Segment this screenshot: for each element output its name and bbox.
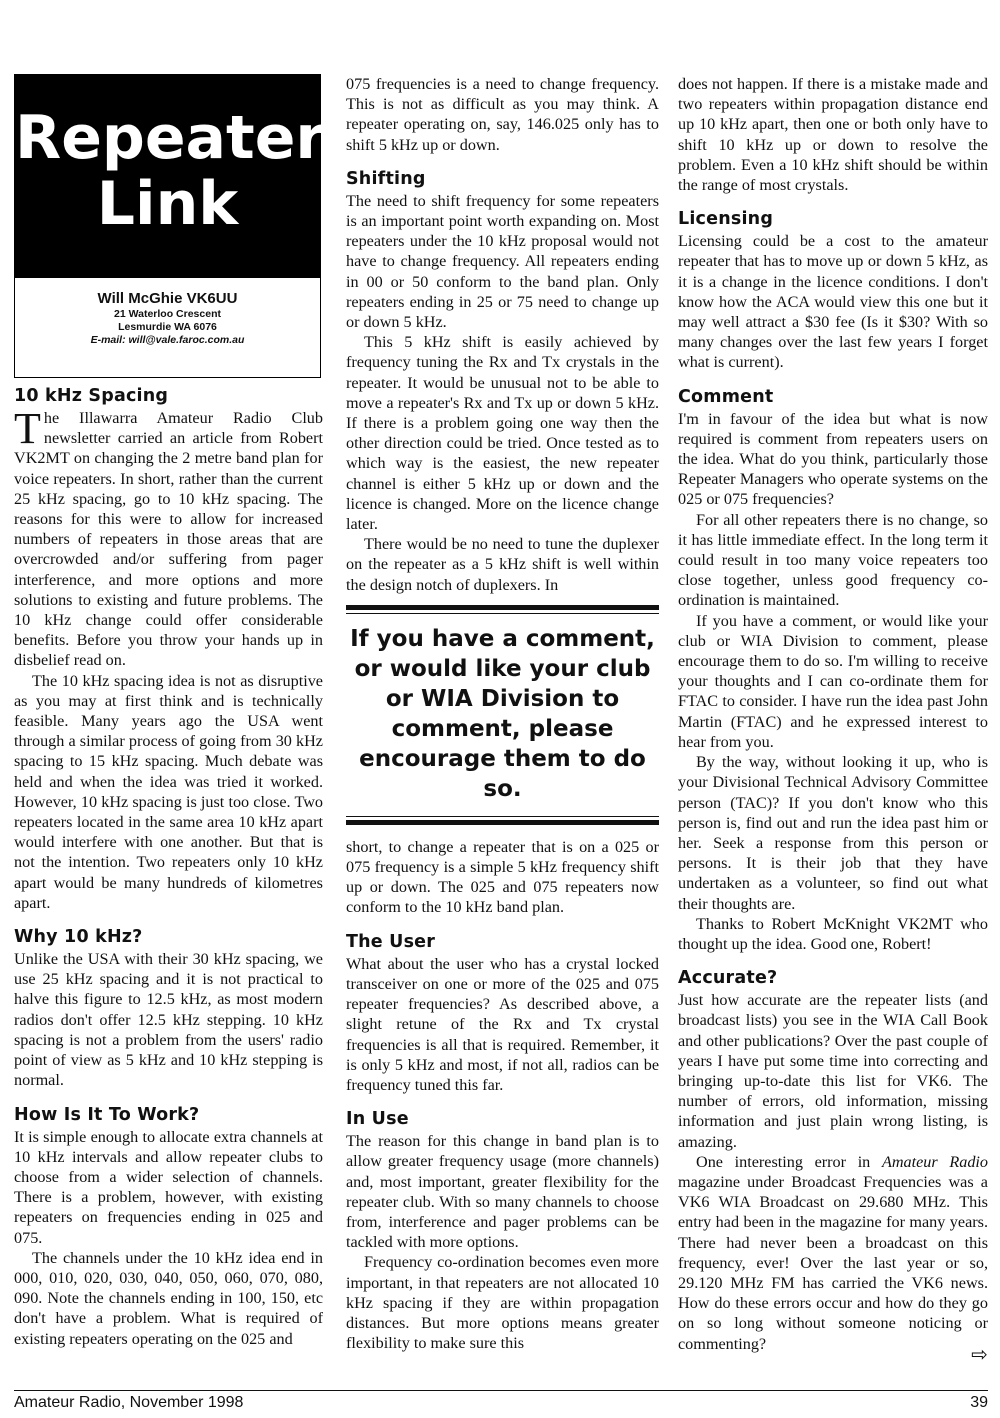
paragraph: Unlike the USA with their 30 kHz spacing, we use 25 kHz spacing and it is not practical to halve this figure to 12.5 kHz, as most modern radios don't offer 12.5 kHz stepping. 10 kHz spacing is not a problem from the users' radio point of view as 5 kHz and 10 kHz stepping is normal.	[14, 950, 323, 1090]
paragraph: The channels under the 10 kHz idea end in 000, 010, 020, 030, 040, 050, 060, 070, 080, 090. Note the channels ending in 100, 150, etc don't have a problem. What is required of existing repeaters operating on the 025 and	[14, 1248, 323, 1348]
heading-comment: Comment	[678, 386, 774, 407]
column-3	[678, 74, 988, 1354]
paragraph: By the way, without looking it up, who is your Divisional Technical Advisory Committee person (TAC)? If you don't know who this person is, find out and run the idea past him or her. Seek a response from this person or persons. It is their job that they have undertaken as a volunteer, so find out what their thoughts are.	[678, 753, 988, 913]
paragraph: Frequency co-ordination becomes even more important, in that repeaters are not allocated 10 kHz spacing if they are within propagation distances. But more options means greater flexibility to make sure this	[346, 1253, 659, 1353]
paragraph: This 5 kHz shift is easily achieved by frequency tuning the Rx and Tx crystals in the repeater. It would be unusual not to be able to move a repeater's Rx and Tx up or down 5 kHz. If there is a problem going one way then the other direction could be tried. Once tested as to which way is the easiest, the new repeater channel is either 5 kHz up or down and the licence is changed. More on the licence change later.	[346, 333, 659, 534]
paragraph: I'm in favour of the idea but what is now required is comment from repeaters users on the idea. What do you think, particularly those Repeater Managers who operate systems on the 025 or 075 frequencies?	[678, 409, 988, 509]
page-number: 39	[970, 1394, 988, 1411]
paragraph-text: magazine under Broadcast Frequencies was a VK6 WIA Broadcast on 29.680 MHz. This entry had been in the magazine for many years. There had never been a broadcast on this frequency, ever! Over the last year or so, 29.120 MHz FM has carried the VK6 news. How do these errors occur and how do they go on so long without someone noticing or commenting?	[678, 1172, 988, 1353]
paragraph: The need to shift frequency for some repeaters is an important point worth expanding on. Most repeaters under the 10 kHz proposal would not have to change frequency. All repeaters ending in 00 or 50 conform to the band plan. Only repeaters ending in 25 or 75 need to change up or down 5 kHz.	[346, 191, 659, 332]
paragraph	[678, 1152, 988, 1354]
paragraph: It is simple enough to allocate extra channels at 10 kHz intervals and allow repeater clubs to choose from a wider selection of channels. There is a problem, however, with existing repeaters on frequencies ending in 025 and 075.	[14, 1127, 323, 1247]
magazine-title: Amateur Radio	[881, 1152, 988, 1171]
author-name: Will McGhie VK6UU	[97, 290, 238, 307]
masthead-title-line1: Repeater	[15, 103, 325, 173]
paragraph: short, to change a repeater that is on a 025 or 075 frequency is a simple 5 kHz frequency shift up or down. The 025 and 075 repeaters now conform to the 10 kHz band plan.	[346, 837, 659, 917]
paragraph: The reason for this change in band plan is to allow greater frequency usage (more channels) and, most important, greater flexibility for the repeater club. With so many channels to choose from, interference and pager problems can be tackled with more options.	[346, 1132, 659, 1252]
column-2	[346, 74, 659, 1353]
heading-why-10khz: Why 10 kHz?	[14, 927, 143, 948]
pull-quote: If you have a comment, or would like your club or WIA Division to comment, please encourage them to do so.	[346, 605, 659, 825]
heading-10khz-spacing: 10 kHz Spacing	[14, 386, 169, 406]
drop-cap: T	[14, 404, 41, 453]
paragraph: Thanks to Robert McKnight VK2MT who thought up the idea. Good one, Robert!	[678, 914, 988, 953]
paragraph: does not happen. If there is a mistake made and two repeaters within propagation distance end up 10 kHz apart, then one or both only have to shift 10 kHz up or down to resolve the problem. Even a 10 kHz shift should be within the range of most crystals.	[678, 75, 988, 195]
continue-arrow-icon: ⇨	[971, 1342, 988, 1366]
paragraph: If you have a comment, or would like your club or WIA Division to comment, please encourage them to do so. I'm willing to receive your thoughts and I can co-ordinate them for FTAC to consider. I have run the idea past John Martin (FTAC) and he expressed interest to hear from you.	[678, 611, 988, 751]
heading-in-use: In Use	[346, 1109, 409, 1130]
heading-shifting: Shifting	[346, 168, 426, 189]
paragraph: What about the user who has a crystal locked transceiver on one or more of the 025 and 075 repeater frequencies? As described above, a slight retune of the Rx and Tx crystal frequencies is all that is required. Remember, it is only 5 kHz and most, if not all, radios can be frequency tuned this far.	[346, 954, 659, 1094]
paragraph: Just how accurate are the repeater lists (and broadcast lists) you see in the WIA Call Book and other publications? Over the past couple of years I have put some time into correcting and bringing up-to-date this list for VK6. The number of errors, old information, missing information and just plain wrong listing, is amazing.	[678, 991, 988, 1151]
author-box	[14, 278, 321, 378]
publication-info: Amateur Radio, November 1998	[14, 1394, 244, 1411]
author-email: E-mail: will@vale.faroc.com.au	[90, 334, 245, 346]
heading-licensing: Licensing	[678, 209, 774, 230]
masthead-title	[14, 74, 325, 278]
paragraph: Licensing could be a cost to the amateur repeater that has to move up or down 5 kHz, as it is a change in the licence conditions. I don't know how the ACA would view this one but it may well attract a $30 fee (Is it $30? With so many changes over the last few years I forget what is current).	[678, 232, 988, 372]
paragraph: There would be no need to tune the duplexer on the repeater as a 5 kHz shift is well within the design notch of duplexers. In	[346, 535, 659, 594]
heading-how-to-work: How Is It To Work?	[14, 1104, 200, 1125]
author-address-2: Lesmurdie WA 6076	[118, 321, 217, 333]
paragraph-text: he Illawarra Amateur Radio Club newsletter carried an article from Robert VK2MT on changing the 2 metre band plan for voice repeaters. In short, rather than the current 25 kHz spacing, go to 10 kHz spacing. The reasons for this were to allow for increased numbers of repeaters in those areas that are overcrowded and/or suffering from pager interference, and more options and more solutions to existing and future problems. The 10 kHz change could offer considerable benefits. Before you throw your hands up in disbelief read on.	[14, 409, 323, 670]
page-footer	[14, 1390, 988, 1412]
paragraph	[14, 404, 323, 671]
paragraph-text: One interesting error in	[696, 1152, 882, 1171]
masthead-title-line2: Link	[96, 169, 239, 239]
author-address-1: 21 Waterloo Crescent	[114, 308, 221, 320]
heading-accurate: Accurate?	[678, 968, 778, 989]
paragraph: 075 frequencies is a need to change frequency. This is not as difficult as you may think. A repeater operating on, say, 146.025 only has to shift 5 kHz up or down.	[346, 75, 659, 154]
heading-the-user: The User	[346, 931, 436, 952]
column-1	[14, 74, 323, 1349]
paragraph: The 10 kHz spacing idea is not as disruptive as you may at first think and is technically feasible. Many years ago the USA went through a similar process of going from 30 kHz spacing to 15 kHz spacing. Much debate was held and when the idea was tried it worked. However, 10 kHz spacing is just too close. Two repeaters located in the same area 10 kHz apart would interfere with one another. But that is not the intention. Two repeaters only 10 kHz apart would be many hundreds of kilometres apart.	[14, 671, 323, 912]
paragraph: For all other repeaters there is no change, so it has little immediate effect. In the long term it could result in too many voice repeaters too close together, unless good frequency co-ordination is maintained.	[678, 510, 988, 610]
